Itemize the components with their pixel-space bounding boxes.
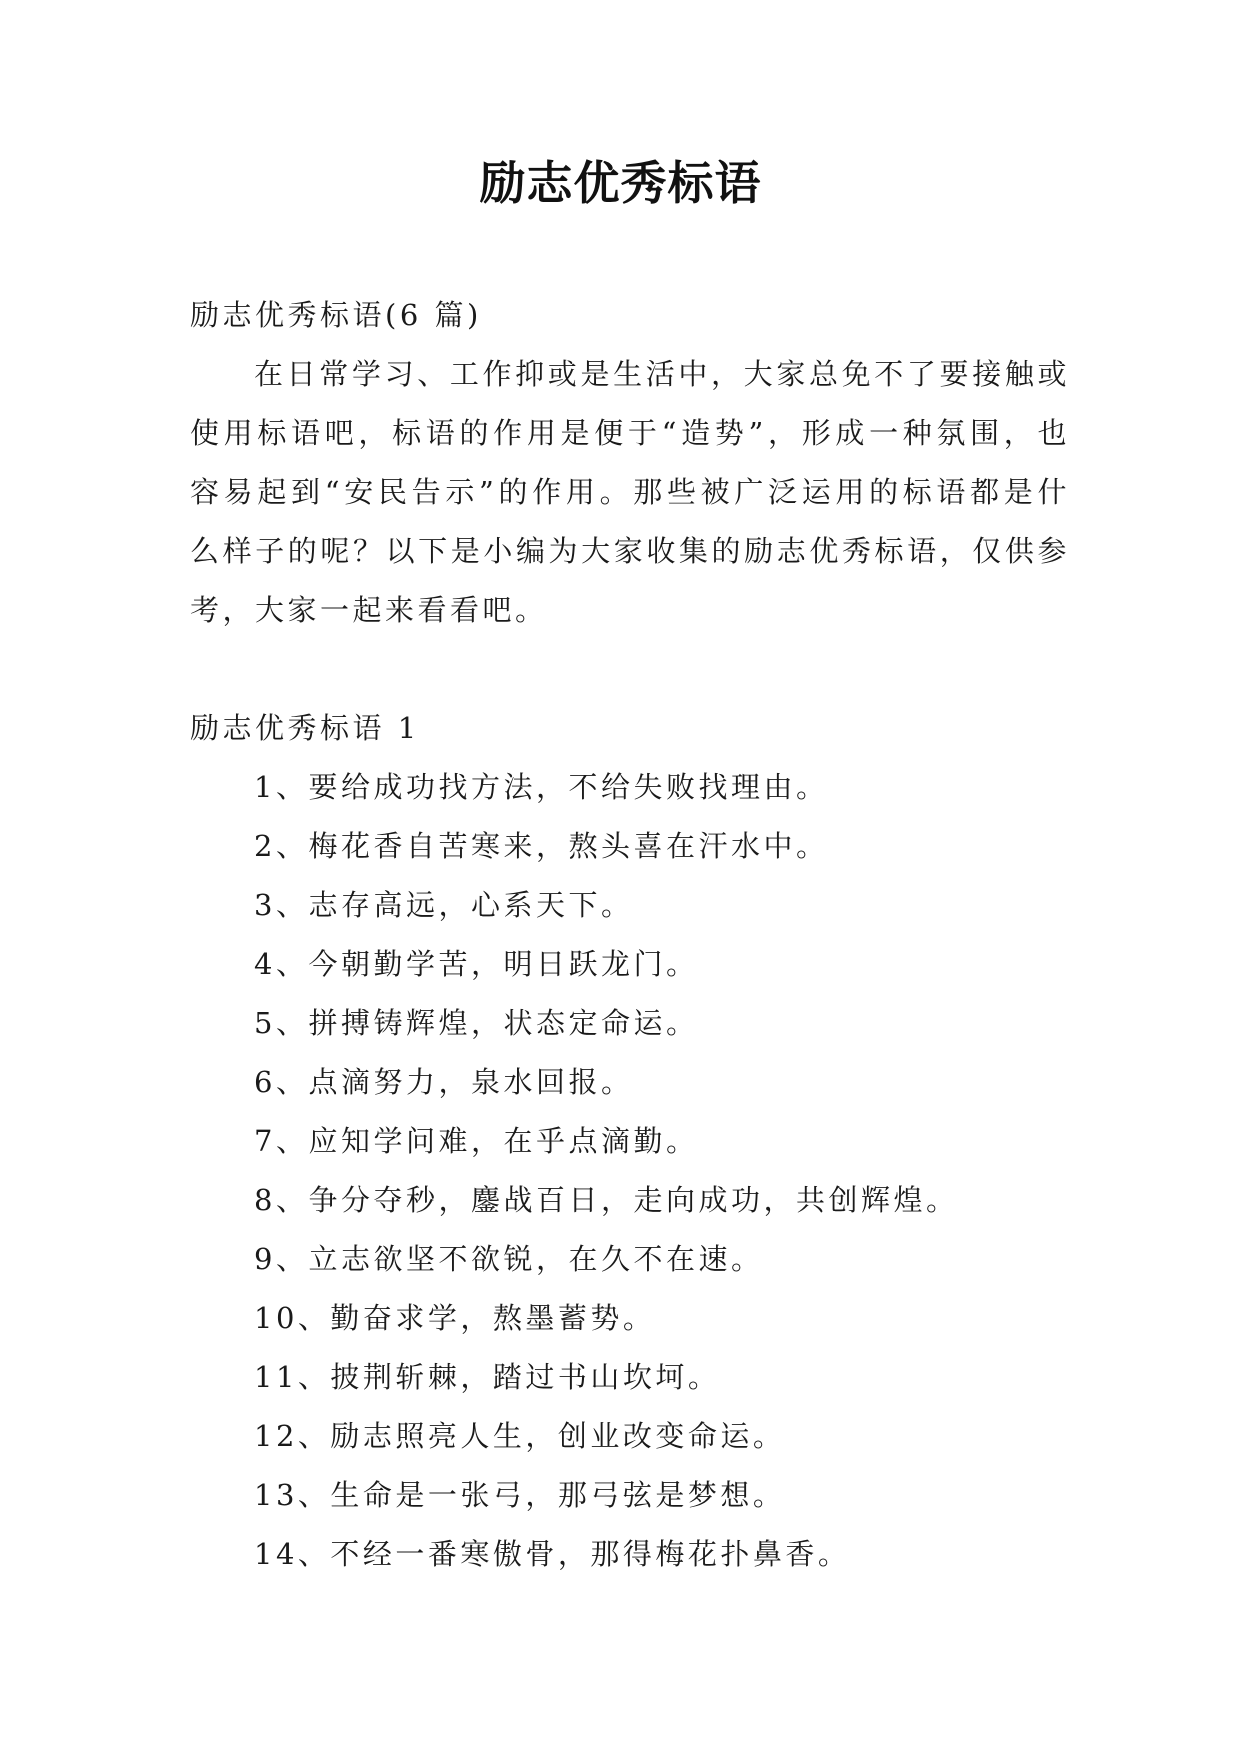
section-heading: 励志优秀标语 1 <box>190 711 420 745</box>
list-item: 3、志存高远，心系天下。 <box>254 888 634 922</box>
list-item: 10、勤奋求学，熬墨蓄势。 <box>254 1301 656 1335</box>
list-item: 14、不经一番寒傲骨，那得梅花扑鼻香。 <box>254 1537 851 1571</box>
paragraph-spacer <box>190 640 1070 699</box>
document-body <box>190 286 1070 1584</box>
slogan-list <box>190 758 1070 1584</box>
list-item: 9、立志欲坚不欲锐，在久不在速。 <box>254 1242 764 1276</box>
list-item: 12、励志照亮人生，创业改变命运。 <box>254 1419 786 1453</box>
list-item: 2、梅花香自苦寒来，熬头喜在汗水中。 <box>254 829 829 863</box>
page-title: 励志优秀标语 <box>479 156 762 210</box>
list-item: 8、争分夺秒，鏖战百日，走向成功，共创辉煌。 <box>254 1183 959 1217</box>
list-item: 5、拼搏铸辉煌，状态定命运。 <box>254 1006 699 1040</box>
list-item: 4、今朝勤学苦，明日跃龙门。 <box>254 947 699 981</box>
list-item: 13、生命是一张弓，那弓弦是梦想。 <box>254 1478 786 1512</box>
intro-paragraph: 在日常学习、工作抑或是生活中，大家总免不了要接触或使用标语吧，标语的作用是便于“造势”，形成一种氛围，也容易起到“安民告示”的作用。那些被广泛运用的标语都是什么样子的呢？以下是小编为大家收集的励志优秀标语，仅供参考，大家一起来看看吧。 <box>190 357 1070 627</box>
list-item: 11、披荆斩棘，踏过书山坎坷。 <box>254 1360 721 1394</box>
list-item: 1、要给成功找方法，不给失败找理由。 <box>254 770 829 804</box>
list-item: 7、应知学问难，在乎点滴勤。 <box>254 1124 699 1158</box>
document-subtitle: 励志优秀标语(6 篇) <box>190 298 482 332</box>
list-item: 6、点滴努力，泉水回报。 <box>254 1065 634 1099</box>
